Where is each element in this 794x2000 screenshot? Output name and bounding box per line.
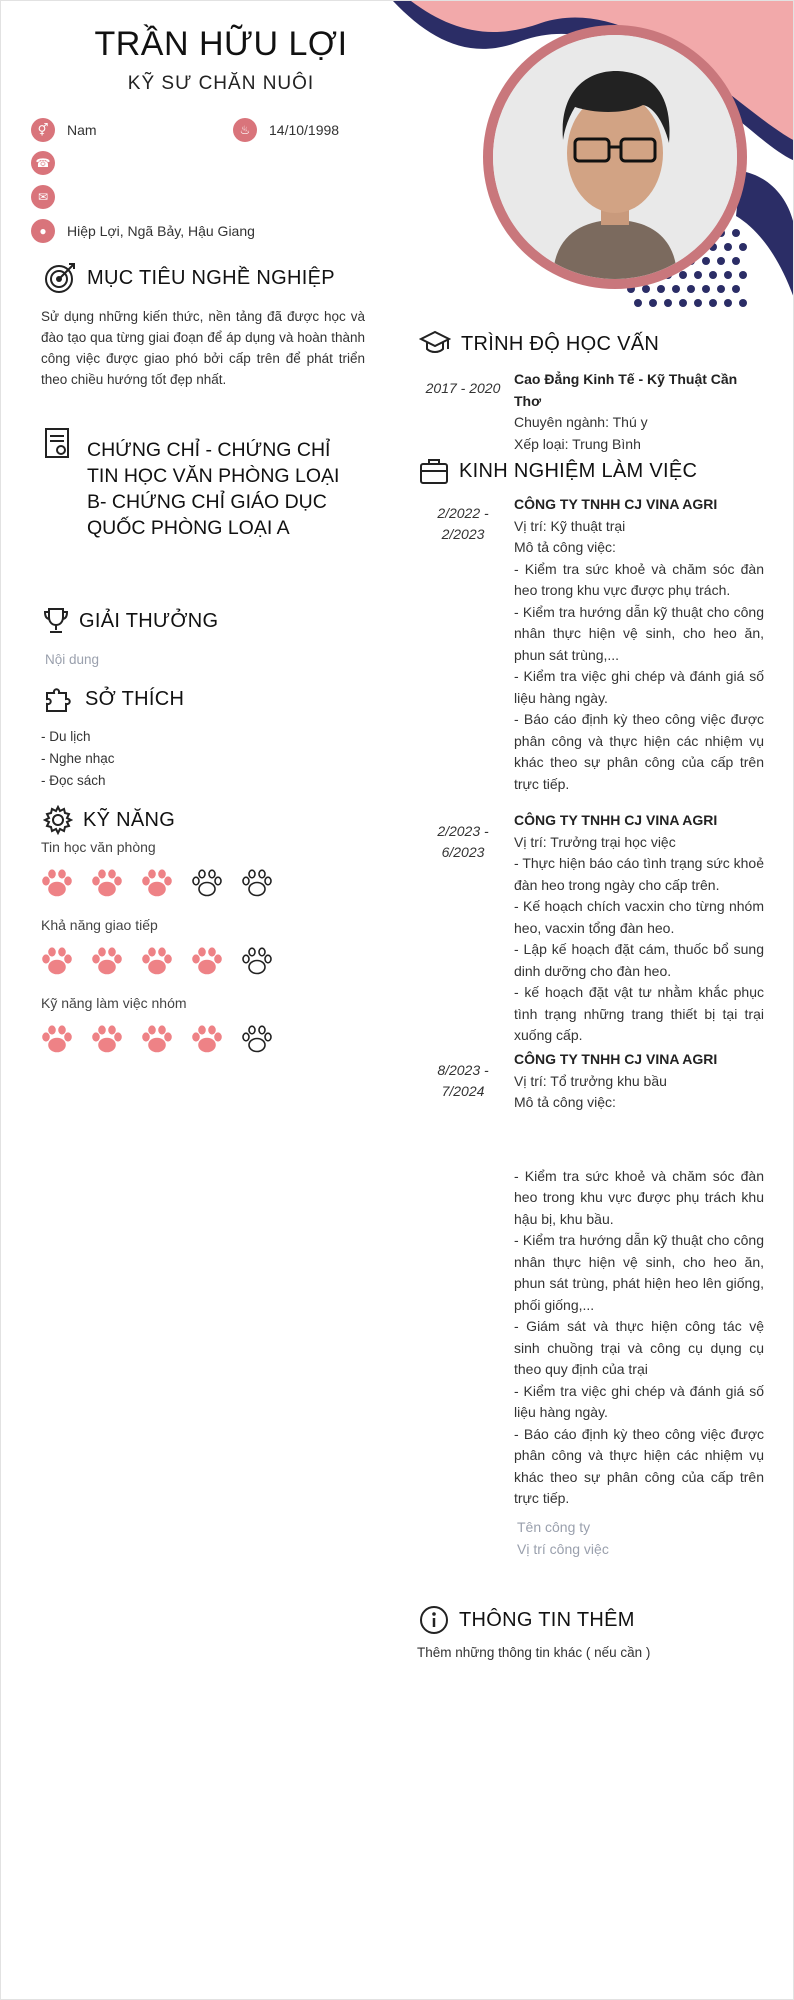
gender-value: Nam xyxy=(67,122,97,138)
education-heading xyxy=(419,329,659,359)
awards-heading xyxy=(43,607,218,635)
paw-filled-icon[interactable] xyxy=(41,868,73,898)
location-pin-icon: ● xyxy=(31,219,55,243)
education-date: 2017 - 2020 xyxy=(425,380,501,396)
paw-filled-icon[interactable] xyxy=(191,1024,223,1054)
job-duty: - Kiểm tra sức khoẻ và chăm sóc đàn heo trong khu vực được phụ trách khu hậu bị, khu bầu. xyxy=(514,1167,764,1227)
decor-dot xyxy=(702,285,710,293)
paw-empty-icon[interactable] xyxy=(241,946,273,976)
skill-rating[interactable] xyxy=(41,946,273,976)
decor-dot xyxy=(634,299,642,307)
job-date: 2/2022 - 2/2023 xyxy=(437,505,489,542)
skills-title: KỸ NĂNG xyxy=(83,808,176,831)
job-duty: - Kiểm tra sức khoẻ và chăm sóc đàn heo trong khu vực được phụ trách. xyxy=(514,560,764,598)
decor-dot xyxy=(739,243,747,251)
hobby-item: - Đọc sách xyxy=(41,773,106,788)
decor-dot xyxy=(687,285,695,293)
decor-dot xyxy=(657,285,665,293)
gender-row xyxy=(31,118,97,142)
decor-dot xyxy=(732,285,740,293)
decor-dot xyxy=(739,271,747,279)
paw-filled-icon[interactable] xyxy=(91,868,123,898)
paw-filled-icon[interactable] xyxy=(91,1024,123,1054)
decor-dot xyxy=(702,257,710,265)
decor-dot xyxy=(724,271,732,279)
hobbies-title: SỞ THÍCH xyxy=(85,687,185,710)
position-placeholder[interactable]: Vị trí công việc xyxy=(517,1541,609,1557)
hobby-item: - Nghe nhạc xyxy=(41,751,115,766)
decor-dot xyxy=(679,271,687,279)
info-icon xyxy=(419,1605,449,1635)
decor-dot xyxy=(672,285,680,293)
job-item xyxy=(514,494,764,795)
hobby-item: - Du lịch xyxy=(41,729,91,744)
hobbies-list xyxy=(41,726,115,792)
job-company: CÔNG TY TNHH CJ VINA AGRI xyxy=(514,812,718,828)
skill-name: Tin học văn phòng xyxy=(41,839,156,855)
paw-filled-icon[interactable] xyxy=(91,946,123,976)
job-item xyxy=(514,1049,764,1510)
address-row xyxy=(31,219,255,243)
job-duty: - Kiểm tra hướng dẫn kỹ thuật cho công nhân thực hiện vệ sinh, cho heo ăn, phun sát trùng, phát hiện heo lên giống, phối giống,... xyxy=(514,1232,764,1313)
additional-heading xyxy=(419,1605,635,1635)
job-date: 2/2023 - 6/2023 xyxy=(437,823,489,860)
job-duty: - Báo cáo định kỳ theo công việc được phân công và thực hiện các nhiệm vụ khác theo sự phân công của cấp trên trực tiếp. xyxy=(514,1425,764,1506)
candidate-name: TRẦN HỮU LỢI xyxy=(94,25,348,63)
email-icon: ✉ xyxy=(31,185,55,209)
job-duty: - Báo cáo định kỳ theo công việc được phân công và thực hiện các nhiệm vụ khác theo sự phân công của cấp trên trực tiếp. xyxy=(514,711,764,792)
hobbies-heading xyxy=(43,683,184,715)
job-company: CÔNG TY TNHH CJ VINA AGRI xyxy=(514,496,718,512)
gender-icon: ⚥ xyxy=(31,118,55,142)
job-duty: - Lập kế hoạch đặt cám, thuốc bổ sung dinh dưỡng cho đàn heo. xyxy=(514,941,764,979)
decor-dot xyxy=(649,299,657,307)
birthday-cake-icon: ♨ xyxy=(233,118,257,142)
decor-dot xyxy=(717,257,725,265)
objective-title: MỤC TIÊU NGHỀ NGHIỆP xyxy=(87,266,335,289)
experience-title: KINH NGHIỆM LÀM VIỆC xyxy=(459,459,698,482)
decor-dot xyxy=(724,299,732,307)
experience-heading xyxy=(419,457,697,485)
profile-photo-frame xyxy=(483,25,747,289)
birthday-value: 14/10/1998 xyxy=(269,122,340,138)
decor-dot xyxy=(694,299,702,307)
education-grade: Xếp loại: Trung Bình xyxy=(514,435,641,452)
address-value: Hiệp Lợi, Ngã Bảy, Hậu Giang xyxy=(67,223,255,239)
job-date: 8/2023 - 7/2024 xyxy=(437,1062,489,1099)
decor-dot xyxy=(732,229,740,237)
education-details xyxy=(514,369,764,455)
skill-rating[interactable] xyxy=(41,1024,273,1054)
job-duty: - kế hoạch đặt vật tư nhằm khắc phục tình trạng những trang thiết bị tại trại xuống cấp. xyxy=(514,984,764,1043)
puzzle-icon xyxy=(43,683,75,715)
email-row xyxy=(31,185,67,209)
job-item xyxy=(514,810,764,1047)
awards-content[interactable]: Nội dung xyxy=(45,652,100,667)
job-desc-label: Mô tả công việc: xyxy=(514,539,616,555)
paw-filled-icon[interactable] xyxy=(141,946,173,976)
certificate-icon xyxy=(43,427,73,461)
additional-title: THÔNG TIN THÊM xyxy=(459,1608,635,1631)
certificates-title: CHỨNG CHỈ - CHỨNG CHỈ TIN HỌC VĂN PHÒNG LOẠI B- CHỨNG CHỈ GIÁO DỤC QUỐC PHÒNG LOẠI A xyxy=(87,439,340,539)
paw-empty-icon[interactable] xyxy=(191,868,223,898)
job-position: Vị trí: Trưởng trại học việc xyxy=(514,833,676,850)
job-position: Vị trí: Tổ trưởng khu bầu xyxy=(514,1072,667,1089)
job-placeholder[interactable] xyxy=(517,1516,609,1560)
skill-name: Khả năng giao tiếp xyxy=(41,917,158,933)
skills-heading xyxy=(43,805,175,835)
education-title: TRÌNH ĐỘ HỌC VẤN xyxy=(461,332,660,355)
decor-dot xyxy=(739,299,747,307)
gear-icon xyxy=(43,805,73,835)
decor-dot xyxy=(717,285,725,293)
decor-dot xyxy=(642,285,650,293)
target-icon xyxy=(43,261,77,295)
skill-rating[interactable] xyxy=(41,868,273,898)
skill-name: Kỹ năng làm việc nhóm xyxy=(41,995,187,1011)
profile-photo xyxy=(493,35,737,279)
decor-dot xyxy=(694,271,702,279)
paw-filled-icon[interactable] xyxy=(191,946,223,976)
paw-filled-icon[interactable] xyxy=(41,1024,73,1054)
awards-title: GIẢI THƯỞNG xyxy=(79,609,219,632)
education-major: Chuyên ngành: Thú y xyxy=(514,414,648,430)
paw-filled-icon[interactable] xyxy=(141,1024,173,1054)
phone-icon: ☎ xyxy=(31,151,55,175)
job-duty: - Kế hoạch chích vacxin cho từng nhóm heo, vacxin tổng đàn heo. xyxy=(514,898,764,936)
decor-dot xyxy=(709,299,717,307)
objective-heading xyxy=(43,261,335,295)
job-duty: - Kiểm tra hướng dẫn kỹ thuật cho công nhân thực hiện vệ sinh, cho heo ăn, phun sát trùng,... xyxy=(514,603,764,663)
job-duty: - Giám sát và thực hiện công tác vệ sinh chuồng trại và công cụ dụng cụ theo quy định của trại xyxy=(514,1318,764,1377)
decor-dot xyxy=(664,299,672,307)
job-duty: - Kiểm tra việc ghi chép và đánh giá số liệu hàng ngày. xyxy=(514,1382,764,1420)
decor-dot xyxy=(679,299,687,307)
paw-filled-icon[interactable] xyxy=(141,868,173,898)
candidate-role: KỸ SƯ CHĂN NUÔI xyxy=(127,73,315,94)
job-duty: - Thực hiện báo cáo tình trạng sức khoẻ đàn heo trong ngày cho cấp trên. xyxy=(514,855,764,893)
job-company: CÔNG TY TNHH CJ VINA AGRI xyxy=(514,1051,718,1067)
paw-empty-icon[interactable] xyxy=(241,868,273,898)
graduation-cap-icon xyxy=(419,329,451,359)
phone-row xyxy=(31,151,67,175)
paw-empty-icon[interactable] xyxy=(241,1024,273,1054)
objective-text: Sử dụng những kiến thức, nền tảng đã được học và đào tạo qua từng giai đoạn để áp dụng và hoàn thành công việc được giao phó bởi cấp trên để phát triển theo chiều hướng tốt đẹp nhất. xyxy=(41,309,365,387)
job-position: Vị trí: Kỹ thuật trại xyxy=(514,517,626,534)
additional-text[interactable]: Thêm những thông tin khác ( nếu cần ) xyxy=(417,1645,651,1660)
job-desc-label: Mô tả công việc: xyxy=(514,1094,616,1110)
job-duty: - Kiểm tra việc ghi chép và đánh giá số liệu hàng ngày. xyxy=(514,668,764,706)
education-school: Cao Đẳng Kinh Tế - Kỹ Thuật Cần Thơ xyxy=(514,371,738,409)
decor-dot xyxy=(724,243,732,251)
paw-filled-icon[interactable] xyxy=(41,946,73,976)
birthday-row xyxy=(233,118,339,142)
trophy-icon xyxy=(43,607,69,635)
decor-dot xyxy=(709,271,717,279)
briefcase-icon xyxy=(419,457,449,485)
decor-dot xyxy=(732,257,740,265)
company-placeholder[interactable]: Tên công ty xyxy=(517,1519,591,1535)
